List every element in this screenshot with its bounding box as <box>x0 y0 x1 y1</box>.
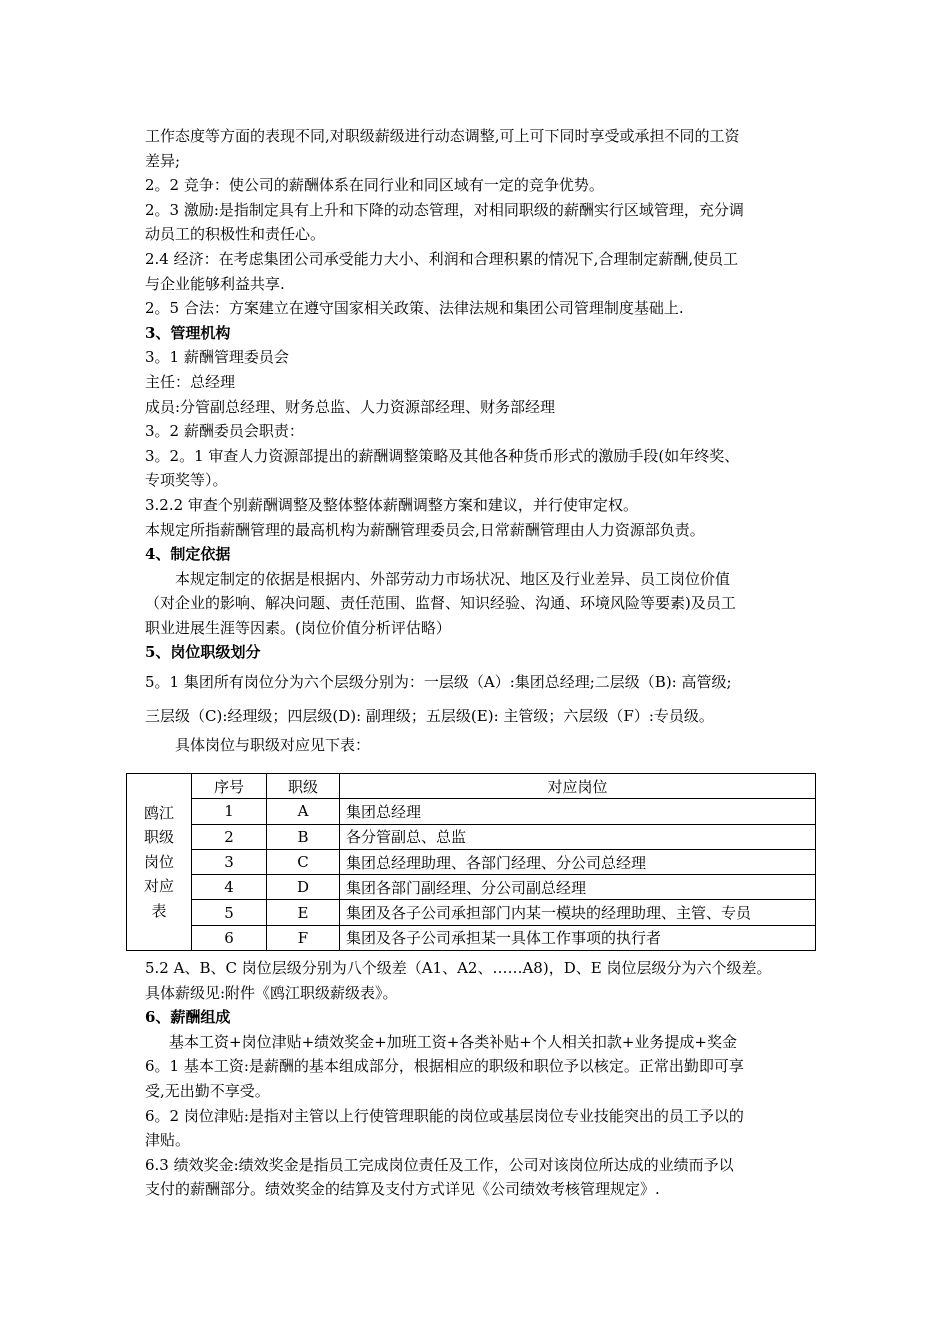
paragraph-line: 差异; <box>145 151 181 170</box>
paragraph-line: 成员:分管副总经理、财务总监、人力资源部经理、财务部经理 <box>145 397 556 416</box>
paragraph-line: 受,无出勤不享受。 <box>145 1081 270 1100</box>
paragraph-line: 三层级（C):经理级；四层级(D): 副理级；五层级(E): 主管级；六层级（F）:专员级。 <box>145 707 714 726</box>
cell-grade: C <box>267 849 340 874</box>
cell-no: 1 <box>192 799 267 824</box>
side-label-part: 鸥江 <box>143 803 174 822</box>
side-label-part: 职级 <box>143 828 174 847</box>
table-row <box>127 900 816 925</box>
paragraph-line: 职业进展生涯等因素。(岗位价值分析评估略） <box>145 618 451 637</box>
paragraph-line: 支付的薪酬部分。绩效奖金的结算及支付方式详见《公司绩效考核管理规定》. <box>145 1180 660 1199</box>
cell-grade: E <box>267 900 340 925</box>
cell-post: 集团及各子公司承担某一具体工作事项的执行者 <box>340 925 816 950</box>
grade-position-table <box>126 773 816 951</box>
section-heading: 4、制定依据 <box>145 545 231 564</box>
paragraph-line: 主任：总经理 <box>145 372 236 391</box>
paragraph-line: 基本工资+岗位津贴+绩效奖金+加班工资+各类补贴+个人相关扣款+业务提成+奖金 <box>169 1032 737 1051</box>
paragraph-line: 3。2 薪酬委员会职责： <box>145 422 304 441</box>
paragraph-line: 5。1 集团所有岗位分为六个层级分别为：一层级（A）:集团总经理;二层级（B): 高管级; <box>145 673 732 692</box>
paragraph-line: 2。3 激励:是指制定具有上升和下降的动态管理，对相同职级的薪酬实行区域管理，充分调 <box>145 200 744 219</box>
side-label-part: 表 <box>151 901 167 920</box>
cell-no: 6 <box>192 925 267 950</box>
cell-grade: D <box>267 875 340 900</box>
paragraph-line: 6。1 基本工资:是薪酬的基本组成部分，根据相应的职级和职位予以核定。正常出勤即可享 <box>145 1057 744 1076</box>
document-body-top <box>145 124 825 758</box>
paragraph-line: 3.2.2 审查个别薪酬调整及整体整体薪酬调整方案和建议，并行使审定权。 <box>145 495 638 514</box>
side-label-part: 岗位 <box>143 852 174 871</box>
section-heading: 6、薪酬组成 <box>145 1008 231 1027</box>
paragraph-line: 本规定所指薪酬管理的最高机构为薪酬管理委员会,日常薪酬管理由人力资源部负责。 <box>145 520 705 539</box>
paragraph-line: 5.2 A、B、C 岗位层级分别为八个级差（A1、A2、……A8)，D、E 岗位层级分为六个级差。 <box>145 959 772 977</box>
table-row <box>127 799 816 824</box>
table-side-label <box>127 774 192 951</box>
cell-grade: A <box>267 799 340 824</box>
side-label-part: 对应 <box>143 877 174 896</box>
section-heading: 3、管理机构 <box>145 323 231 342</box>
header-grade: 职级 <box>267 774 340 799</box>
paragraph-line: 2。2 竞争：使公司的薪酬体系在同行业和同区域有一定的竞争优势。 <box>145 176 604 195</box>
cell-no: 4 <box>192 875 267 900</box>
paragraph-line: 动员工的积极性和责任心。 <box>145 225 326 244</box>
paragraph-line: （对企业的影响、解决问题、责任范围、监督、知识经验、沟通、环境风险等要素)及员工 <box>145 594 736 613</box>
paragraph-line: 6。2 岗位津贴:是指对主管以上行使管理职能的岗位或基层岗位专业技能突出的员工予以的 <box>145 1106 744 1125</box>
paragraph-line: 2。5 合法：方案建立在遵守国家相关政策、法律法规和集团公司管理制度基础上. <box>145 299 684 318</box>
cell-no: 2 <box>192 824 267 849</box>
cell-post: 集团总经理助理、各部门经理、分公司总经理 <box>340 849 816 874</box>
cell-post: 集团总经理 <box>340 799 816 824</box>
table-row <box>127 824 816 849</box>
paragraph-line: 6.3 绩效奖金:绩效奖金是指员工完成岗位责任及工作，公司对该岗位所达成的业绩而予以 <box>145 1155 734 1174</box>
paragraph-line: 专项奖等）。 <box>145 471 228 490</box>
table-row <box>127 849 816 874</box>
cell-grade: F <box>267 925 340 950</box>
cell-no: 3 <box>192 849 267 874</box>
section-heading: 5、岗位职级划分 <box>145 643 261 662</box>
paragraph-line: 具体岗位与职级对应见下表： <box>175 736 371 755</box>
paragraph-line: 与企业能够利益共享. <box>145 274 285 293</box>
cell-no: 5 <box>192 900 267 925</box>
table-row <box>127 875 816 900</box>
cell-post: 集团及各子公司承担部门内某一模块的经理助理、主管、专员 <box>340 900 816 925</box>
cell-post: 各分管副总、总监 <box>340 824 816 849</box>
table-row <box>127 925 816 950</box>
cell-post: 集团各部门副经理、分公司副总经理 <box>340 875 816 900</box>
cell-grade: B <box>267 824 340 849</box>
header-no: 序号 <box>192 774 267 799</box>
paragraph-line: 2.4 经济：在考虑集团公司承受能力大小、利润和合理积累的情况下,合理制定薪酬,使员工 <box>145 249 739 268</box>
paragraph-line: 本规定制定的依据是根据内、外部劳动力市场状况、地区及行业差异、员工岗位价值 <box>175 569 731 588</box>
paragraph-line: 津贴。 <box>145 1131 191 1150</box>
paragraph-line: 3。2。1 审查人力资源部提出的薪酬调整策略及其他各种货币形式的激励手段(如年终奖、 <box>145 446 740 465</box>
paragraph-line: 3。1 薪酬管理委员会 <box>145 348 289 367</box>
paragraph-line: 具体薪级见:附件《鸥江职级薪级表》。 <box>145 983 398 1002</box>
table-header-row <box>127 774 816 799</box>
header-post: 对应岗位 <box>340 774 816 799</box>
paragraph-line: 工作态度等方面的表现不同,对职级薪级进行动态调整,可上可下同时享受或承担不同的工资 <box>145 127 740 145</box>
document-body-bottom <box>145 956 825 1202</box>
